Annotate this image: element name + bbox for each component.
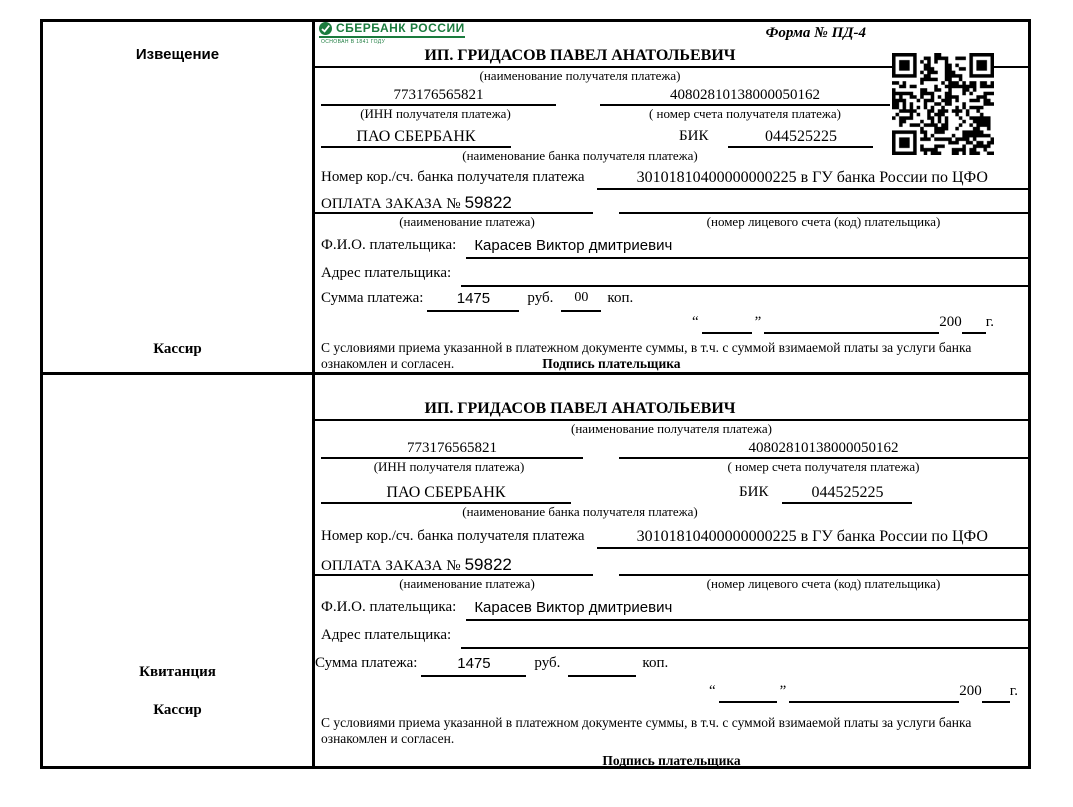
- payer-code-label: (номер лицевого счета (код) плательщика): [706, 214, 941, 229]
- year-suffix-bottom: г.: [1009, 683, 1018, 699]
- agreement-text-bottom: [321, 715, 1028, 747]
- payer-fio-label: Ф.И.О. плательщика:: [321, 237, 457, 253]
- recipient-name-bottom: ИП. ГРИДАСОВ ПАВЕЛ АНАТОЛЬЕВИЧ: [424, 400, 736, 417]
- payer-address-row: [315, 265, 1028, 287]
- inn-account-labels-bottom: [315, 459, 1028, 476]
- sberbank-logo-subtext: ОСНОВАН В 1841 ГОДУ: [321, 39, 386, 45]
- year-prefix: 200: [939, 314, 962, 330]
- bank-name-value: ПАО СБЕРБАНК: [321, 128, 511, 148]
- account-label: ( номер счета получателя платежа): [648, 106, 842, 121]
- payment-purpose-row-bottom: [315, 555, 1028, 576]
- amount-label-bottom: Сумма платежа:: [315, 655, 418, 671]
- form-number: Форма № ПД-4: [765, 25, 866, 41]
- corr-account-label: Номер кор./сч. банка получателя платежа: [321, 169, 585, 185]
- cashier-label: Кассир: [153, 341, 202, 357]
- agreement-text: [321, 340, 1028, 372]
- bank-name-label-bottom: (наименование банка получателя платежа): [462, 504, 698, 519]
- payment-purpose-field-bottom: [315, 555, 593, 576]
- cashier-label-bottom: Кассир: [153, 702, 202, 718]
- notice-title: Извещение: [135, 46, 220, 63]
- payment-purpose-row: [315, 193, 1028, 214]
- bank-name-label: (наименование банка получателя платежа): [462, 148, 698, 163]
- bank-name-value-bottom: ПАО СБЕРБАНК: [321, 484, 571, 504]
- inn-value: 773176565821: [321, 87, 556, 106]
- inn-label-bottom: (ИНН получателя платежа): [373, 459, 525, 474]
- amount-rub-value-bottom: 1475: [421, 655, 526, 677]
- payer-fio-row-bottom: [315, 599, 1028, 621]
- year-prefix-bottom: 200: [959, 683, 982, 699]
- payer-fio-value-bottom: Карасев Виктор дмитриевич: [466, 599, 1028, 621]
- order-number: 59822: [464, 193, 512, 212]
- quote-close-bottom: ”: [779, 683, 787, 699]
- payer-code-label-bottom: (номер лицевого счета (код) плательщика): [706, 576, 941, 591]
- amount-label: Сумма платежа:: [321, 290, 424, 306]
- order-number-bottom: 59822: [464, 555, 512, 574]
- account-value: 40802810138000050162: [600, 87, 890, 106]
- notice-stub: [43, 22, 315, 372]
- corr-account-value: 30101810400000000225 в ГУ банка России по ЦФО: [597, 169, 1028, 190]
- quote-open-bottom: “: [708, 683, 716, 699]
- date-year-blank-bottom: [982, 683, 1010, 703]
- date-month-blank-bottom: [789, 683, 959, 703]
- corr-account-label-bottom: Номер кор./сч. банка получателя платежа: [321, 528, 585, 544]
- payer-address-value-bottom: [461, 627, 1028, 649]
- corr-account-value-bottom: 30101810400000000225 в ГУ банка России по ЦФО: [597, 528, 1028, 549]
- receipt-stub: [43, 375, 315, 769]
- payer-address-value: [461, 265, 1028, 287]
- payer-fio-value: Карасев Виктор дмитриевич: [466, 237, 1028, 259]
- corr-account-row-bottom: [315, 528, 1028, 549]
- payment-purpose-text-bottom: ОПЛАТА ЗАКАЗА №: [321, 558, 461, 574]
- pd4-payment-form: [40, 19, 1031, 769]
- bik-label: БИК: [679, 128, 709, 144]
- date-day-blank: [702, 314, 752, 334]
- agreement-line1-bottom: С условиями приема указанной в платежном документе суммы, в т.ч. с суммой взимаемой платы за услуги банка: [321, 715, 972, 730]
- inn-value-bottom: 773176565821: [321, 440, 583, 459]
- sberbank-logo: [319, 21, 465, 45]
- recipient-name: ИП. ГРИДАСОВ ПАВЕЛ АНАТОЛЬЕВИЧ: [424, 47, 736, 64]
- payer-signature-label-bottom: Подпись плательщика: [602, 753, 741, 768]
- payment-name-label-bottom: (наименование платежа): [399, 576, 535, 591]
- bik-value: 044525225: [728, 128, 873, 148]
- rub-label-bottom: руб.: [534, 655, 561, 671]
- corr-account-row: [315, 169, 1028, 190]
- agreement-line2: ознакомлен и согласен.: [321, 356, 455, 371]
- amount-kop-value-bottom: [568, 655, 636, 677]
- payment-labels-row-bottom: [315, 576, 1028, 593]
- inn-label: (ИНН получателя платежа): [360, 106, 511, 121]
- bik-value-bottom: 044525225: [782, 484, 912, 504]
- payer-signature-label: Подпись плательщика: [542, 356, 681, 371]
- payer-address-label: Адрес плательщика:: [321, 265, 452, 281]
- payer-address-row-bottom: [315, 627, 1028, 649]
- kop-label: коп.: [607, 290, 634, 306]
- account-value-bottom: 40802810138000050162: [619, 440, 1028, 459]
- date-month-blank: [764, 314, 939, 334]
- recipient-name-label: (наименование получателя платежа): [479, 68, 681, 83]
- date-row: [315, 314, 994, 334]
- notice-main: [315, 22, 1028, 372]
- account-label-bottom: ( номер счета получателя платежа): [727, 459, 920, 474]
- payment-name-label: (наименование платежа): [399, 214, 535, 229]
- receipt-title: Квитанция: [139, 664, 216, 680]
- qr-code: [892, 53, 994, 155]
- quote-open: “: [691, 314, 699, 330]
- payer-address-label-bottom: Адрес плательщика:: [321, 627, 452, 643]
- date-row-bottom: [315, 683, 1018, 703]
- inn-account-row-bottom: [315, 440, 1028, 459]
- recipient-name-label-bottom: (наименование получателя платежа): [571, 421, 772, 436]
- amount-row: [315, 290, 1028, 312]
- sberbank-logo-text: СБЕРБАНК РОССИИ: [336, 21, 465, 35]
- payer-code-field-bottom: [619, 555, 1028, 576]
- notice-section: [43, 22, 1028, 375]
- bank-bik-row-bottom: [315, 484, 1028, 504]
- kop-label-bottom: коп.: [642, 655, 669, 671]
- amount-rub-value: 1475: [427, 290, 519, 312]
- year-suffix: г.: [985, 314, 994, 330]
- date-year-blank: [962, 314, 986, 334]
- bik-label-bottom: БИК: [739, 484, 769, 500]
- payment-labels-row: [315, 214, 1028, 231]
- receipt-header: [315, 383, 1028, 421]
- sberbank-logo-icon: [319, 22, 332, 35]
- agreement-line2-bottom: ознакомлен и согласен.: [321, 731, 455, 746]
- rub-label: руб.: [527, 290, 554, 306]
- amount-row-bottom: [315, 655, 1028, 677]
- quote-close: ”: [754, 314, 762, 330]
- receipt-section: [43, 375, 1028, 769]
- payment-purpose-text: ОПЛАТА ЗАКАЗА №: [321, 196, 461, 212]
- payer-fio-row: [315, 237, 1028, 259]
- date-day-blank-bottom: [719, 683, 777, 703]
- amount-kop-value: 00: [561, 290, 601, 312]
- payment-purpose-field: [315, 193, 593, 214]
- payer-code-field: [619, 193, 1028, 214]
- receipt-main: [315, 375, 1028, 769]
- agreement-line1: С условиями приема указанной в платежном документе суммы, в т.ч. с суммой взимаемой платы за услуги банка: [321, 340, 972, 355]
- payer-fio-label-bottom: Ф.И.О. плательщика:: [321, 599, 457, 615]
